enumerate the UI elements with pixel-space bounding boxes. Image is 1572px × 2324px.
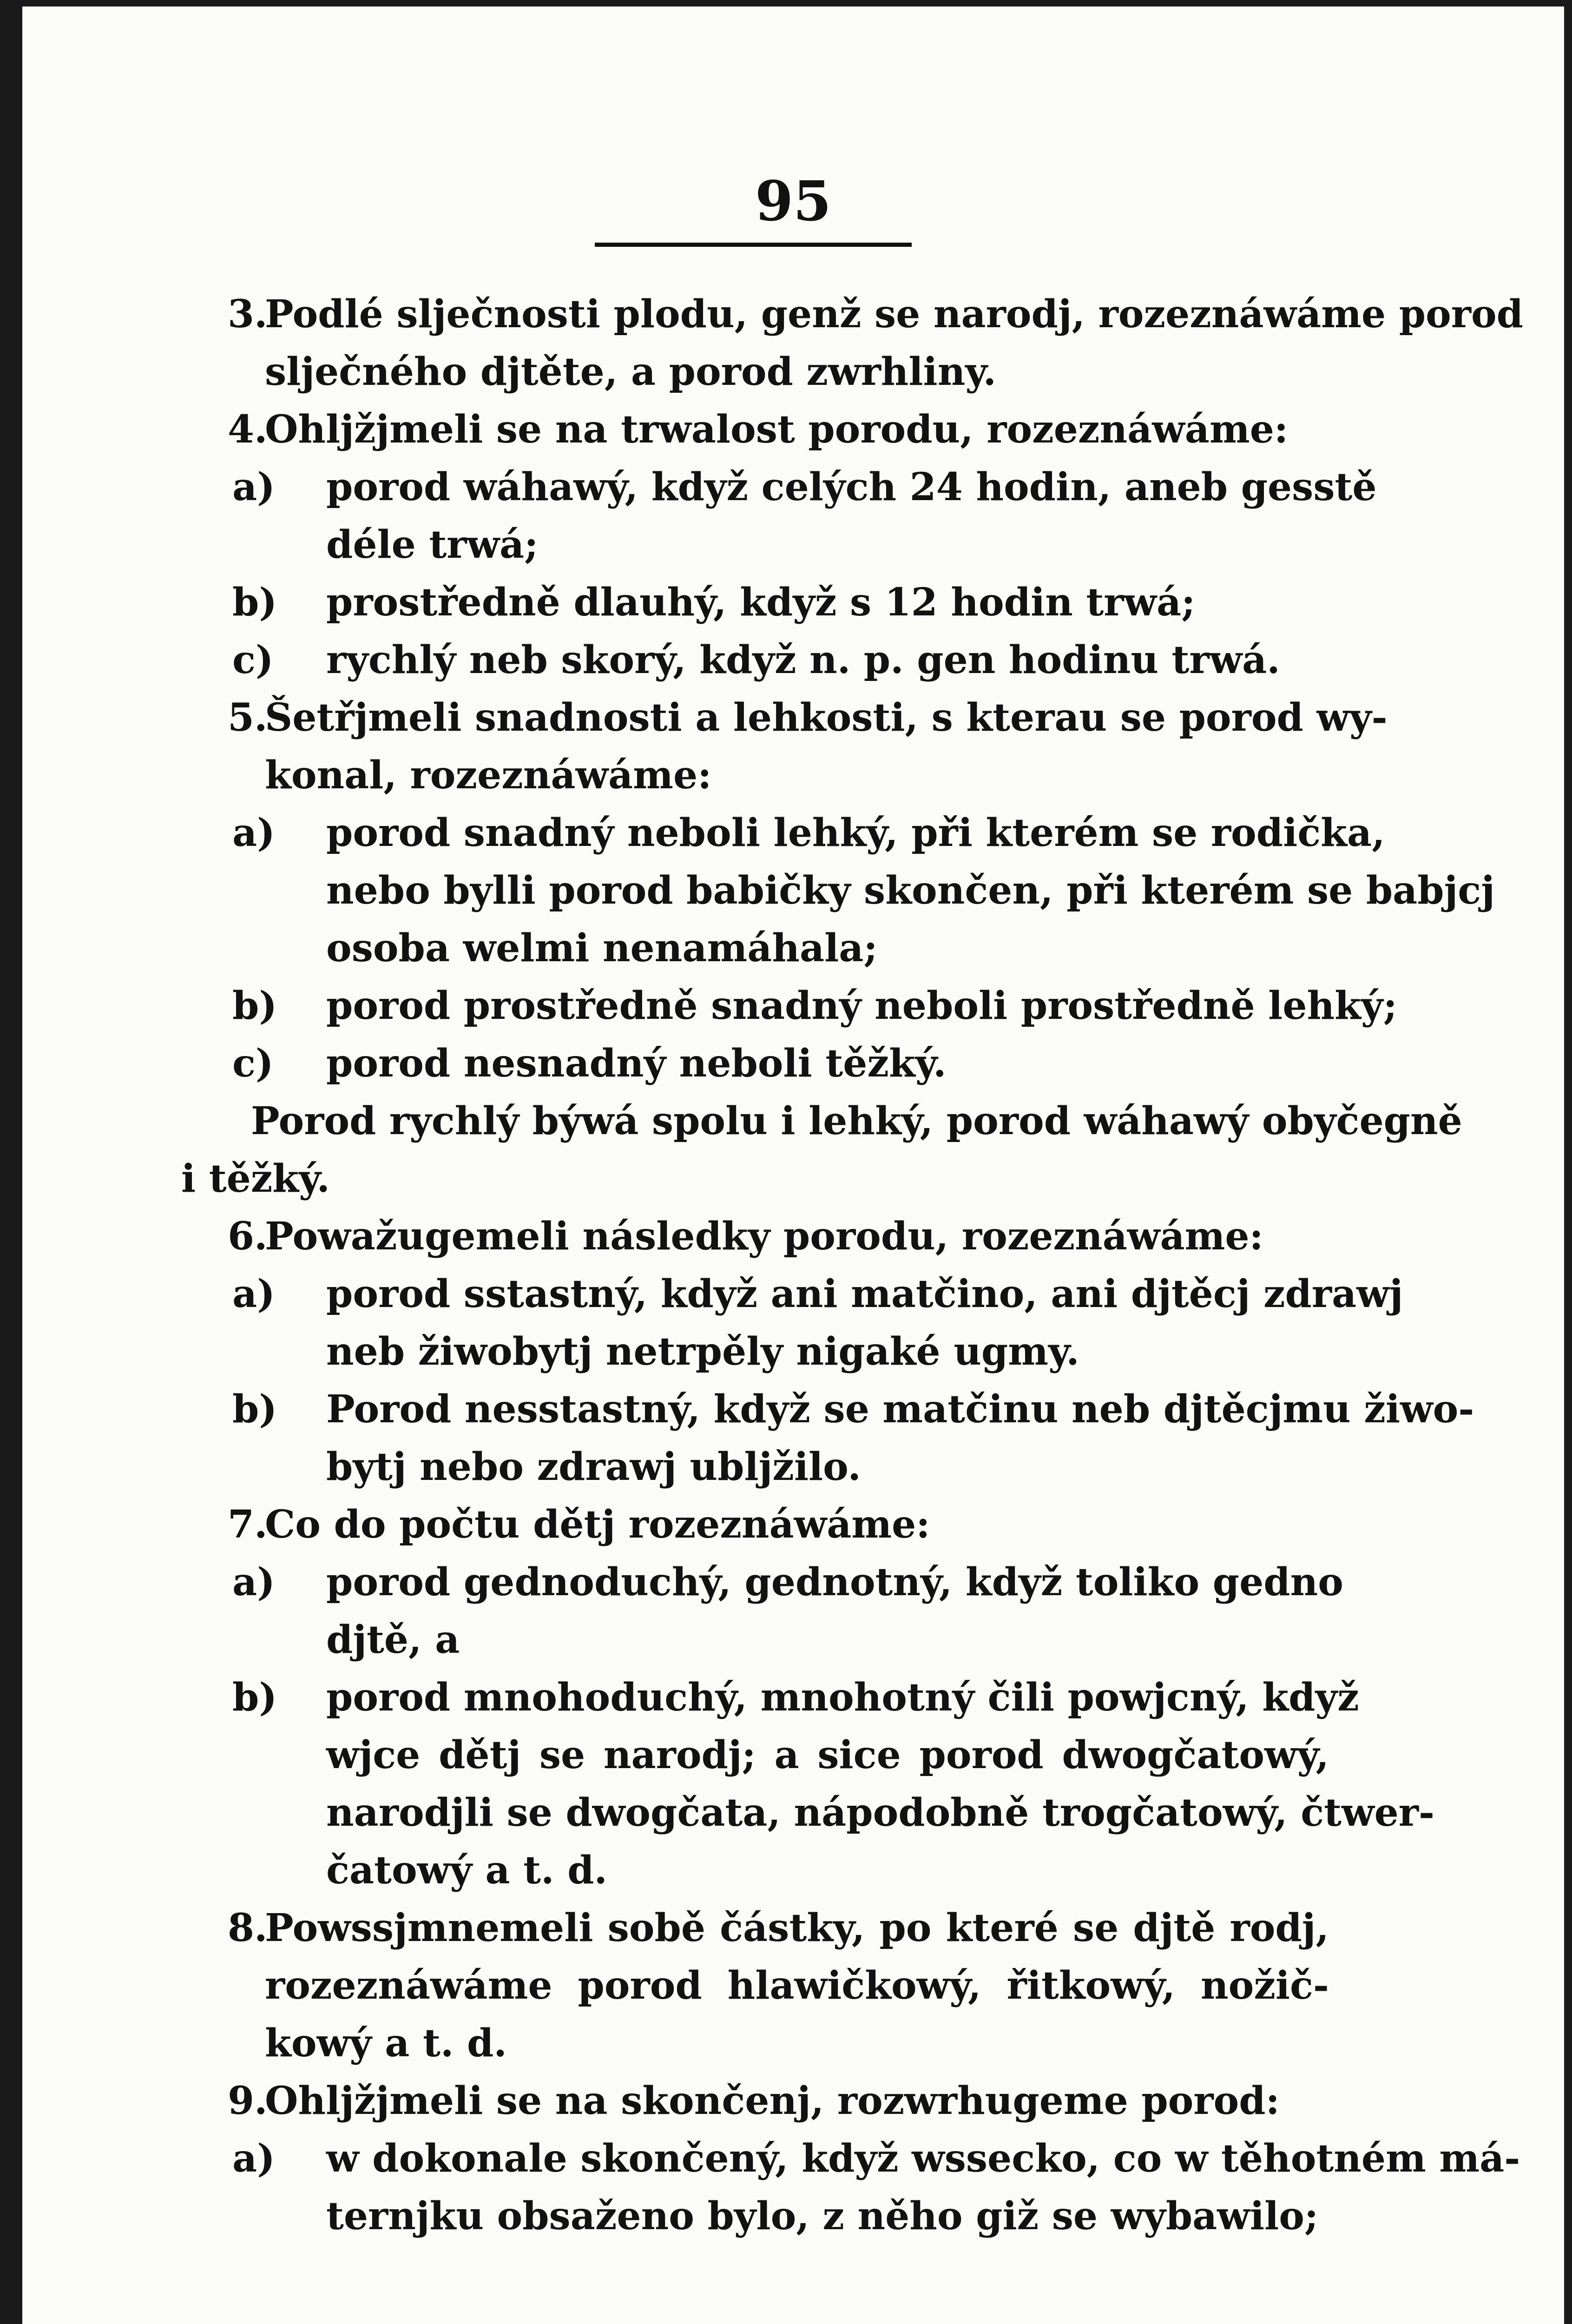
lettered-subitem <box>181 1553 1343 1669</box>
book-page <box>22 7 1564 2324</box>
item-letter: a) <box>232 465 275 509</box>
text-line: Šetřjmeli snadnosti a lehkosti, s kterau se porod wy- 5. <box>181 689 1329 746</box>
text-line: Ohljžjmeli se na trwalost porodu, rozeznáwáme: 4. <box>181 401 1329 458</box>
lettered-subitem <box>181 631 1329 689</box>
text-line: i těžký. <box>181 1156 330 1201</box>
lettered-subitem <box>181 458 1377 574</box>
body-text <box>181 285 1524 2245</box>
item-letter: b) <box>232 580 277 625</box>
item-number: 8. <box>228 1906 268 1950</box>
numbered-item <box>181 1208 1329 1265</box>
lettered-subitem <box>181 2130 1520 2245</box>
item-letter: a) <box>232 2136 275 2181</box>
text-line: Podlé slječnosti plodu, genž se narodj, rozeznáwáme porod 3. <box>181 285 1329 343</box>
item-number: 7. <box>228 1502 268 1547</box>
text-line: bytj nebo zdrawj ubljžilo. <box>326 1445 861 1489</box>
text-line: nebo bylli porod babičky skončen, při kterém se babjcj <box>326 868 1495 913</box>
text-line: porod snadný neboli lehký, při kterém se rodička, a) <box>181 804 1329 862</box>
text-line: kowý a t. d. <box>265 2021 507 2066</box>
text-line: Powssjmnemeli sobě částky, po které se djtě rodj, 8. <box>181 1899 1329 1957</box>
text-line: osoba welmi nenamáhala; <box>326 926 878 971</box>
lettered-subitem <box>181 1669 1435 1899</box>
numbered-item <box>181 285 1524 401</box>
text-line: Ohljžjmeli se na skončenj, rozwrhugeme porod: 9. <box>181 2072 1329 2130</box>
lettered-subitem <box>181 574 1329 631</box>
text-line: rychlý neb skorý, když n. p. gen hodinu trwá. c) <box>181 631 1329 689</box>
item-number: 9. <box>228 2079 268 2123</box>
text-line: ternjku obsaženo bylo, z něho giž se wybawilo; <box>326 2194 1319 2238</box>
page-number: 95 <box>755 169 832 233</box>
numbered-item <box>181 2072 1329 2130</box>
lettered-subitem <box>181 1265 1403 1380</box>
text-line: déle trwá; <box>326 522 539 567</box>
text-line: porod prostředně snadný neboli prostředně lehký; b) <box>181 977 1329 1035</box>
numbered-item <box>181 689 1388 804</box>
text-line: rozeznáwáme porod hlawičkowý, řitkowý, nožič- <box>265 1963 1329 2008</box>
text-line: porod wáhawý, když celých 24 hodin, aneb gesstě a) <box>181 458 1329 516</box>
text-line: slječného djtěte, a porod zwrhliny. <box>265 350 997 394</box>
lettered-subitem <box>181 977 1397 1035</box>
paragraph <box>181 1092 1462 1208</box>
text-line: prostředně dlauhý, když s 12 hodin trwá; b) <box>181 574 1329 631</box>
item-number: 4. <box>228 407 268 452</box>
item-number: 6. <box>228 1214 268 1259</box>
item-number: 5. <box>228 695 268 740</box>
numbered-item <box>181 1496 1329 1553</box>
text-line: porod nesnadný neboli těžký. c) <box>181 1035 1329 1092</box>
item-letter: b) <box>232 984 277 1028</box>
lettered-subitem <box>181 1380 1474 1496</box>
text-line: konal, rozeznáwáme: <box>265 753 712 798</box>
text-line: Co do počtu dětj rozeznáwáme: 7. <box>181 1496 1329 1553</box>
item-letter: a) <box>232 1560 275 1604</box>
text-line: neb žiwobytj netrpěly nigaké ugmy. <box>326 1329 1079 1374</box>
text-line: Porod rychlý býwá spolu i lehký, porod wáhawý obyčegně <box>251 1099 1462 1143</box>
numbered-item <box>181 1899 1329 2072</box>
text-line: porod mnohoduchý, mnohotný čili powjcný, když b) <box>181 1669 1329 1726</box>
item-number: 3. <box>228 292 268 337</box>
item-letter: c) <box>232 638 274 682</box>
header-rule <box>595 243 912 247</box>
text-line: wjce dětj se narodj; a sice porod dwogčatowý, <box>326 1733 1329 1777</box>
text-line: djtě, a <box>326 1618 460 1662</box>
text-line: porod sstastný, když ani matčino, ani djtěcj zdrawj a) <box>181 1265 1329 1323</box>
item-letter: c) <box>232 1041 274 1086</box>
item-letter: a) <box>232 811 275 855</box>
text-line: porod gednoduchý, gednotný, když toliko gedno a) <box>181 1553 1329 1611</box>
item-letter: b) <box>232 1387 277 1432</box>
item-letter: a) <box>232 1272 275 1316</box>
text-line: narodjli se dwogčata, nápodobně trogčatowý, čtwer- <box>326 1790 1435 1835</box>
item-letter: b) <box>232 1675 277 1720</box>
text-line: w dokonale skončený, když wssecko, co w těhotném má- a) <box>181 2130 1329 2187</box>
text-line: Powažugemeli následky porodu, rozeznáwáme: 6. <box>181 1208 1329 1265</box>
lettered-subitem <box>181 804 1495 977</box>
numbered-item <box>181 401 1329 458</box>
text-line: čatowý a t. d. <box>326 1848 607 1893</box>
text-line: Porod nesstastný, když se matčinu neb djtěcjmu žiwo- b) <box>181 1380 1329 1438</box>
lettered-subitem <box>181 1035 1329 1092</box>
